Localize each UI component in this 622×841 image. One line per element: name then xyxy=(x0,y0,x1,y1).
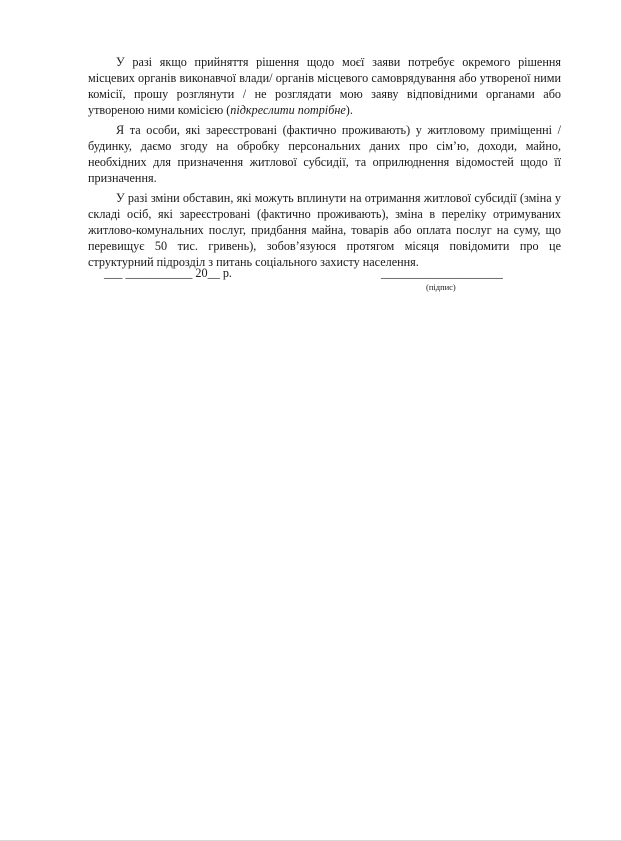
paragraph-consent: Я та особи, які зареєстровані (фактично проживають) у житловому приміщенні / будинку, даємо згоду на обробку персональних даних про сім’ю, доходи, майно, необхідних для призначення житлової субсидії, та оприлюднення відомостей щодо її призначення. xyxy=(88,123,561,185)
signature-line: ____________________ xyxy=(381,266,503,280)
paragraph-review-request-ending: ). xyxy=(345,103,353,117)
paragraph-review-request-text: У разі якщо прийняття рішення щодо моєї заяви потребує окремого рішення місцевих органів виконавчої влади/ органів місцевого самоврядування або утвореної ними комісії, прошу розглянути / не розглядати мою заяву відповідними органами або утвореною ними комісією ( xyxy=(88,55,561,117)
signature-caption: (підпис) xyxy=(426,282,456,292)
underline-instruction: підкреслити потрібне xyxy=(230,103,346,117)
signature-section xyxy=(104,266,524,296)
statement-text xyxy=(88,54,561,274)
paragraph-review-request xyxy=(88,54,561,118)
paragraph-change-notice: У разі зміни обставин, які можуть вплинути на отримання житлової субсидії (зміна у складі осіб, які зареєстровані (фактично проживають), зміна в переліку отримуваних житлово-комунальних послуг, придбання майна, товарів або оплата послуг на суму, що перевищує 50 тис. гривень), зобов’язуюся протягом місяця повідомити про це структурний підрозділ з питань соціального захисту населення. xyxy=(88,191,561,269)
date-line: ___ ___________ 20__ р. xyxy=(104,266,232,280)
